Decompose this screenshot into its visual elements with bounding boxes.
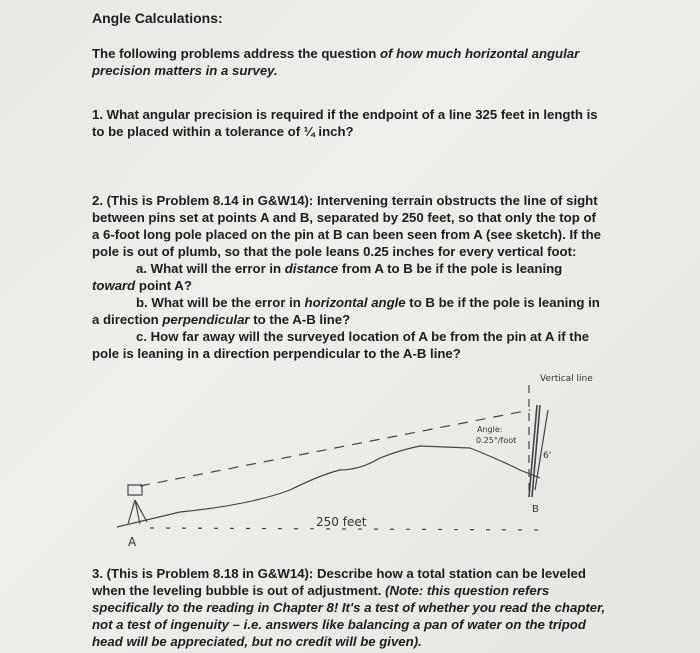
- vertical-line-label: Vertical line: [540, 374, 593, 384]
- point-a-label: A: [128, 535, 137, 549]
- question-1: 1. What angular precision is required if the endpoint of a line 325 feet in length is to be placed within a tolerance of ¼ inch?: [92, 107, 598, 139]
- intro-text: The following problems address the question: [92, 46, 380, 61]
- distance-label: 250 feet: [316, 515, 367, 529]
- point-b-label: B: [532, 504, 539, 515]
- question-3: 3. (This is Problem 8.18 in G&W14): Describe how a total station can be leveled when the leveling bubble is out of adjustment. (Note: this question refers specifically to the reading in Chapter 8! It's a test of whether you read the chapter, not a test of ingenuity – i.e. answers like balancing a pan of water on the tripod head will be appreciated, but no credit will be given).: [92, 566, 606, 649]
- angle-label: Angle:: [477, 425, 503, 434]
- question-2b: b. What will be the error in horizontal angle to B be if the pole is leaning in a direction perpendicular to the A-B line?: [92, 295, 600, 327]
- pole: [529, 405, 540, 497]
- question-2a: a. What will the error in distance from A to B be if the pole is leaning toward point A?: [92, 261, 563, 293]
- pole-length-label: 6': [543, 451, 552, 461]
- intro-emphasis: of how much horizontal angular precision matters in a survey.: [92, 46, 580, 78]
- question-2c: c. How far away will the surveyed location of A be from the pin at A if the pole is leaning in a direction perpendicular to the A-B line?: [92, 329, 590, 361]
- question-2-stem: 2. (This is Problem 8.14 in G&W14): Intervening terrain obstructs the line of sight between pins set at points A and B, separated by 250 feet, so that only the top of a 6-foot long pole placed on the pin at B can been seen from A (see sketch). If the pole is out of plumb, so that the pole leans 0.25 inches for every vertical foot:: [92, 193, 602, 259]
- pole-length-arrow: [535, 410, 548, 490]
- angle-value: 0.25°/foot: [476, 436, 517, 445]
- page-title: Angle Calculations:: [92, 10, 223, 26]
- tripod-icon: [128, 485, 147, 524]
